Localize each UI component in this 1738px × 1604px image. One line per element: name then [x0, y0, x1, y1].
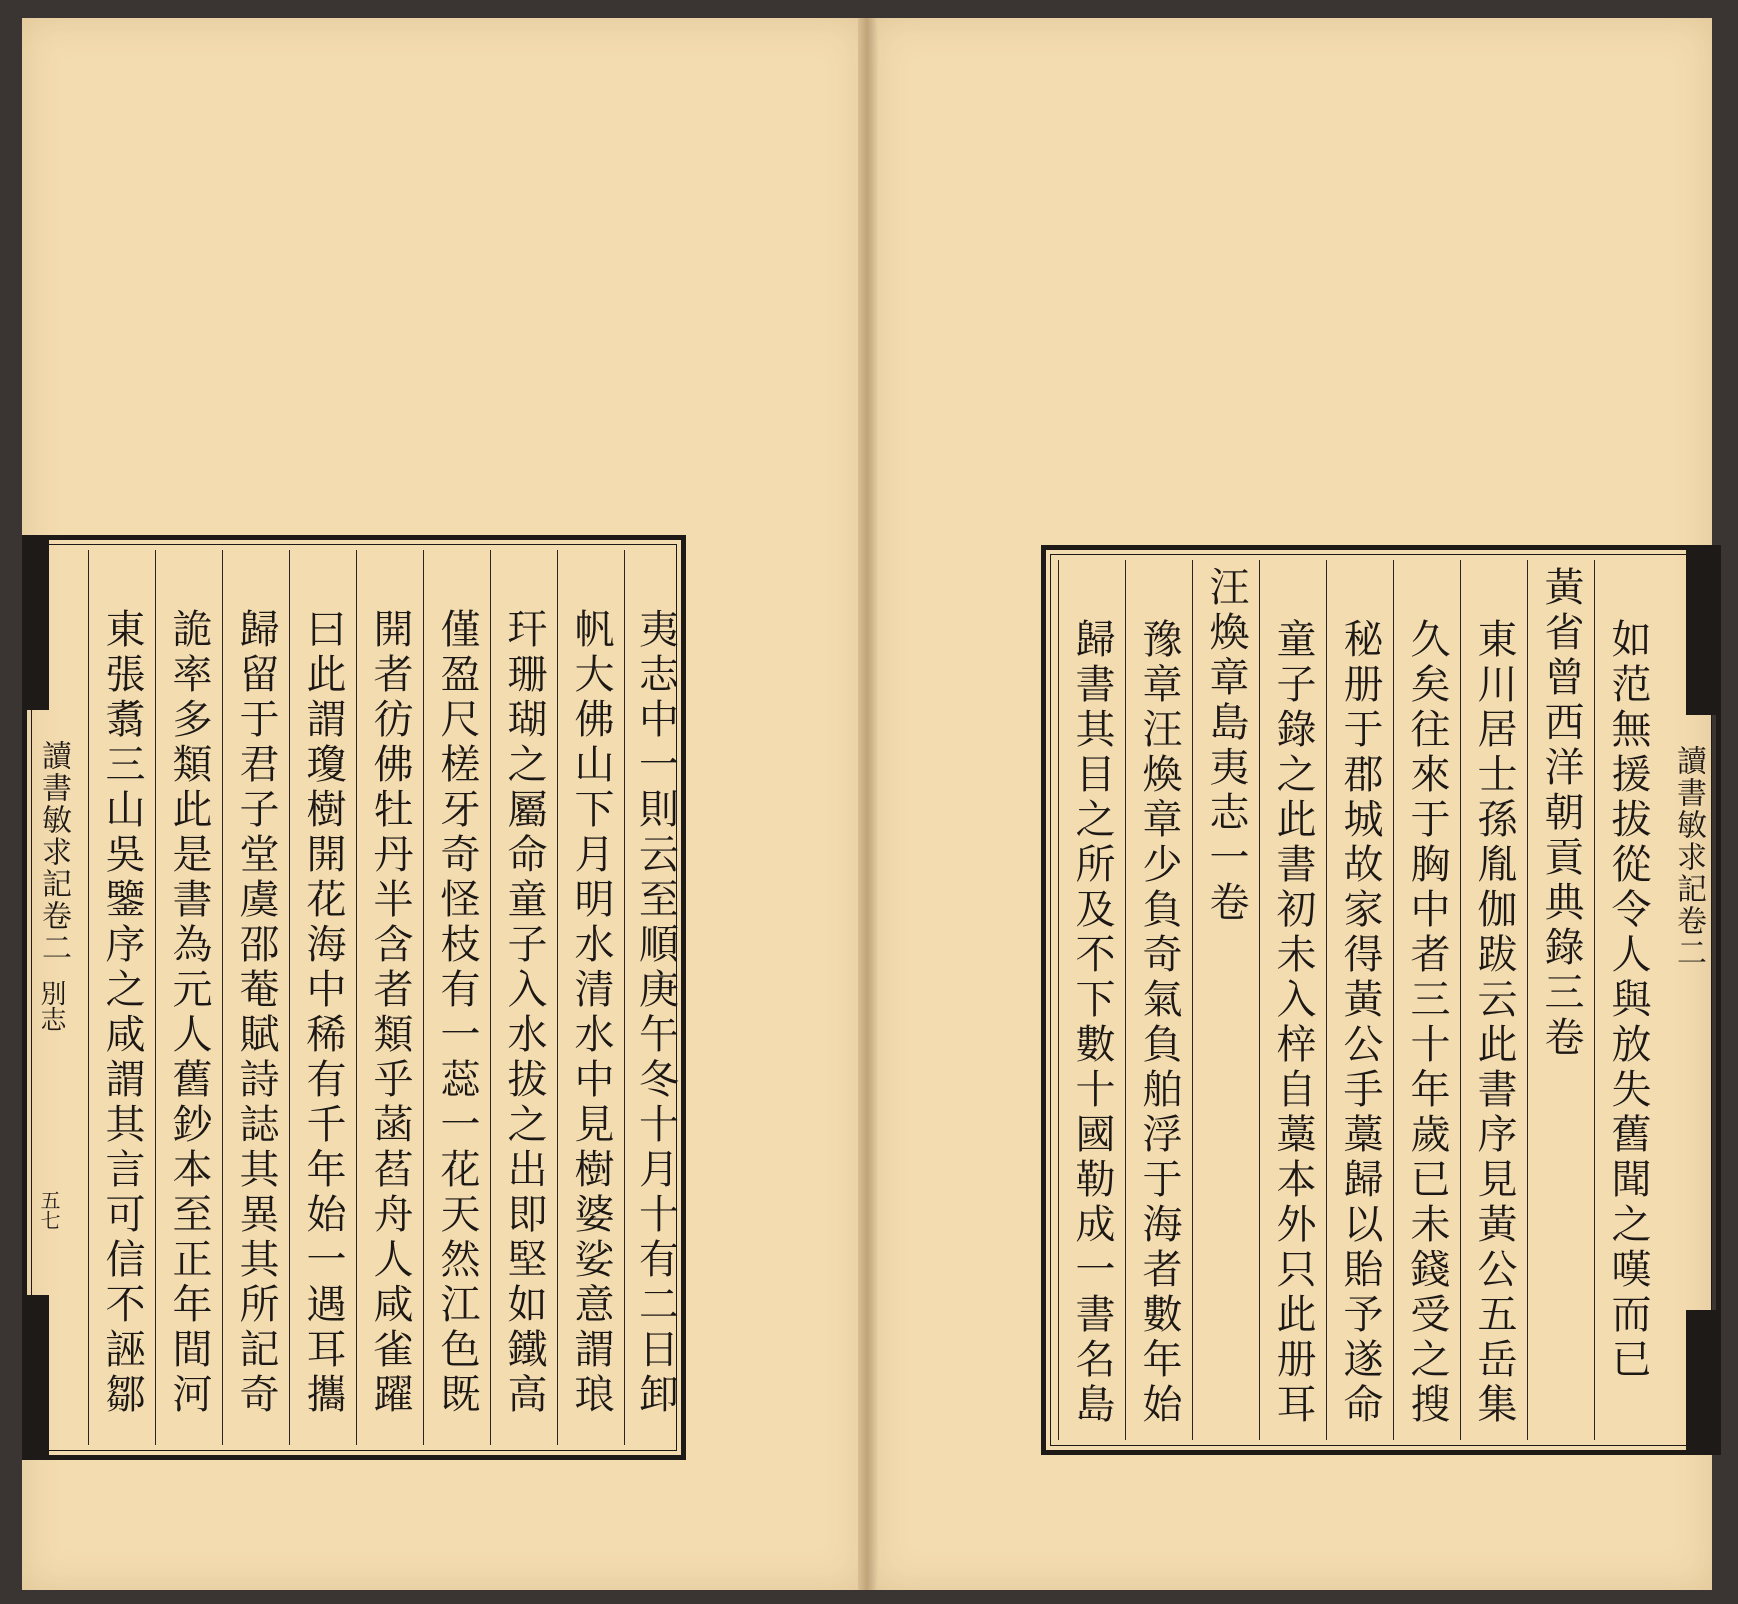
column-text: 東川居士孫胤伽跋云此書序見黃公五岳集 [1471, 618, 1517, 1428]
column-text: 帆大佛山下月明水清水中見樹婆娑意謂琅 [568, 608, 614, 1418]
column-text: 夷志中一則云至順庚午冬十月十有二日卸 [632, 608, 679, 1418]
fishtail-black-bar [1686, 550, 1716, 715]
text-column [557, 550, 624, 1445]
column-text: 東張翥三山吳鑒序之咸謂其言可信不誣鄒 [99, 608, 145, 1418]
column-text: 歸書其目之所及不下數十國勒成一書名島 [1069, 618, 1115, 1428]
text-column [356, 550, 423, 1445]
text-column [1058, 560, 1125, 1440]
column-text: 汪煥章島夷志一卷 [1203, 566, 1249, 926]
column-text: 童子錄之此書初未入梓自藁本外只此册耳 [1270, 618, 1316, 1428]
column-text: 黃省曾西洋朝貢典錄三卷 [1538, 566, 1584, 1061]
fishtail-black-bar [27, 540, 49, 710]
column-text: 玕珊瑚之屬命童子入水拔之出即堅如鐵高 [501, 608, 547, 1418]
book-gutter [858, 18, 878, 1590]
text-column [1460, 560, 1527, 1440]
left-text-frame [22, 535, 686, 1460]
margin-book-title: 讀書敏求記卷二 [1671, 745, 1706, 969]
text-column [289, 550, 356, 1445]
margin-section-label: 別志 [36, 980, 66, 1032]
column-text: 開者彷佛牡丹半含者類乎菡萏舟人咸雀躍 [367, 608, 413, 1418]
text-column [423, 550, 490, 1445]
fishtail-black-bar [1686, 1310, 1716, 1450]
column-text: 詭率多類此是書為元人舊鈔本至正年間河 [166, 608, 212, 1418]
margin-book-title: 讀書敏求記卷二 [36, 740, 71, 964]
column-text: 久矣往來于胸中者三十年歲已未錢受之搜 [1404, 618, 1450, 1428]
text-column [1527, 560, 1594, 1440]
column-text: 豫章汪煥章少負奇氣負舶浮于海者數年始 [1136, 618, 1182, 1428]
text-column [1393, 560, 1460, 1440]
text-column [624, 550, 686, 1445]
text-column [1326, 560, 1393, 1440]
column-text: 秘册于郡城故家得黃公手藁歸以貽予遂命 [1337, 618, 1383, 1428]
text-column [1259, 560, 1326, 1440]
right-text-frame [1041, 545, 1721, 1455]
fishtail-black-bar [27, 1295, 49, 1455]
text-column [1125, 560, 1192, 1440]
margin-page-number: 五七 [37, 1190, 61, 1230]
column-text: 曰此謂瓊樹開花海中稀有千年始一遇耳攜 [300, 608, 346, 1418]
column-text: 僅盈尺槎牙奇怪枝有一蕊一花天然江色既 [434, 608, 480, 1418]
text-column [88, 550, 155, 1445]
text-column [155, 550, 222, 1445]
text-column [490, 550, 557, 1445]
text-column [1192, 560, 1259, 1440]
text-column [1594, 560, 1661, 1440]
text-column [222, 550, 289, 1445]
column-text: 如范無援拔從令人與放失舊聞之嘆而已 [1605, 618, 1651, 1383]
column-text: 歸留于君子堂虞邵菴賦詩誌其異其所記奇 [233, 608, 279, 1418]
